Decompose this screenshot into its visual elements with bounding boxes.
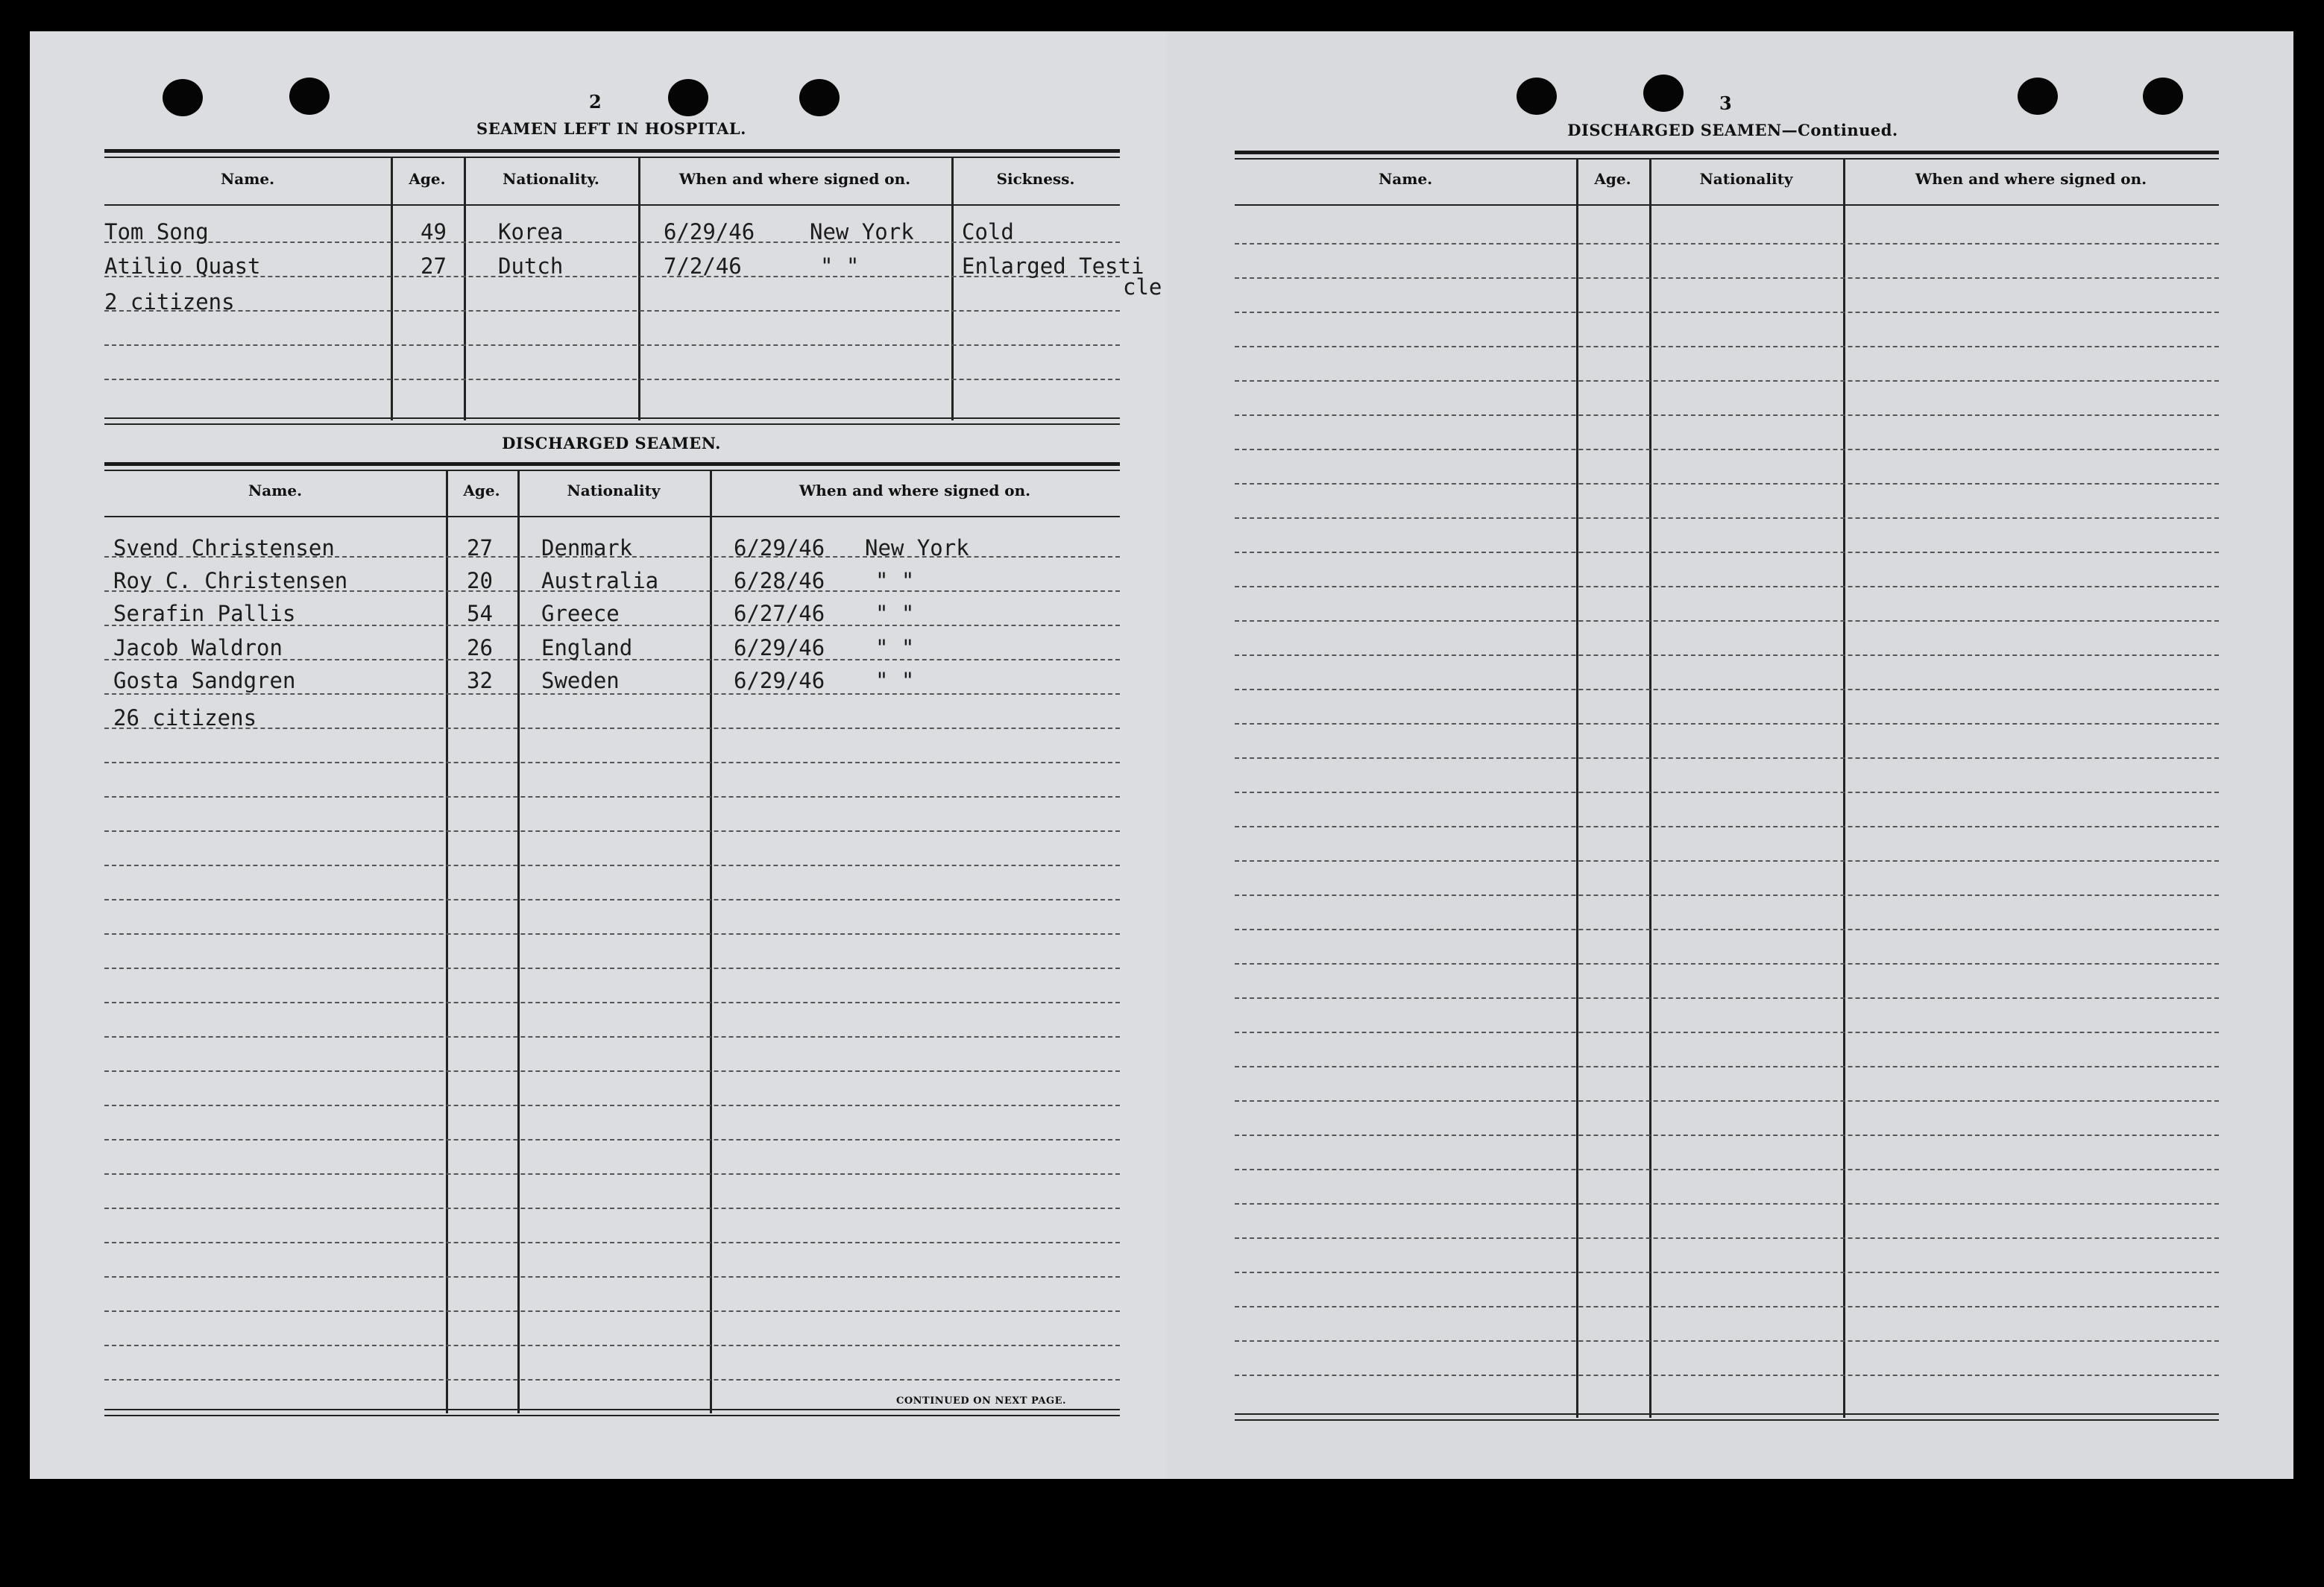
page-number: 2	[589, 91, 602, 113]
row-rule	[104, 899, 1120, 900]
table-rule	[1235, 1419, 2219, 1421]
discharged-age: 27	[467, 535, 493, 561]
row-rule	[104, 968, 1120, 969]
column-header-age: Age.	[463, 482, 500, 499]
column-header-signed-on: When and where signed on.	[799, 482, 1031, 499]
row-rule	[1235, 312, 2219, 313]
row-rule	[104, 1036, 1120, 1038]
hospital-place: New York	[810, 219, 914, 244]
discharged-nationality: Sweden	[541, 668, 620, 693]
table-rule	[104, 157, 1120, 158]
row-rule	[104, 310, 1120, 312]
row-rule	[104, 1276, 1120, 1278]
table-rule	[104, 516, 1120, 517]
row-rule	[1235, 517, 2219, 519]
row-rule	[1235, 654, 2219, 656]
row-rule	[104, 379, 1120, 380]
row-rule	[104, 1070, 1120, 1072]
hospital-name: Atilio Quast	[104, 253, 261, 279]
row-rule	[104, 1139, 1120, 1140]
hospital-nationality: Korea	[498, 219, 564, 244]
column-header-signed-on: When and where signed on.	[678, 170, 911, 188]
discharged-age: 20	[467, 568, 493, 593]
row-rule	[104, 830, 1120, 832]
row-rule	[1235, 997, 2219, 999]
table-rule	[104, 149, 1120, 153]
column-header-signed-on: When and where signed on.	[1915, 170, 2147, 188]
row-rule	[104, 1345, 1120, 1346]
row-rule	[1235, 929, 2219, 930]
row-rule	[1235, 380, 2219, 382]
row-rule	[104, 1242, 1120, 1243]
row-rule	[1235, 1237, 2219, 1239]
row-rule	[1235, 1203, 2219, 1205]
discharged-age: 26	[467, 635, 493, 660]
column-header-nationality: Nationality	[567, 482, 661, 499]
punch-hole	[1643, 75, 1684, 112]
table-rule	[104, 417, 1120, 419]
row-rule	[1235, 723, 2219, 725]
punch-hole	[799, 79, 840, 116]
column-header-age: Age.	[409, 170, 446, 188]
table-rule	[104, 470, 1120, 471]
row-rule	[1235, 277, 2219, 279]
row-rule	[104, 1379, 1120, 1381]
column-header-name: Name.	[1378, 170, 1433, 188]
hospital-nationality: Dutch	[498, 253, 564, 279]
row-rule	[104, 1002, 1120, 1003]
row-rule	[1235, 860, 2219, 862]
column-divider	[446, 470, 448, 1413]
column-divider	[710, 470, 712, 1413]
row-rule	[1235, 414, 2219, 416]
row-rule	[1235, 1306, 2219, 1307]
row-rule	[1235, 243, 2219, 244]
hospital-date: 6/29/46	[664, 219, 755, 244]
table-rule	[104, 204, 1120, 206]
row-rule	[1235, 1272, 2219, 1273]
hospital-age: 27	[421, 253, 447, 279]
column-divider	[464, 157, 466, 420]
column-header-sickness: Sickness.	[996, 170, 1075, 188]
column-divider	[517, 470, 520, 1413]
row-rule	[1235, 689, 2219, 690]
column-header-name: Name.	[220, 170, 275, 188]
row-rule	[1235, 620, 2219, 622]
row-rule	[104, 865, 1120, 866]
discharged-continued-title: DISCHARGED SEAMEN—Continued.	[1567, 121, 1898, 139]
column-header-name: Name.	[248, 482, 303, 499]
hospital-date: 7/2/46	[664, 253, 742, 279]
table-rule	[104, 462, 1120, 466]
punch-hole	[1517, 78, 1557, 115]
row-rule	[1235, 895, 2219, 896]
discharged-date: 6/29/46	[734, 535, 825, 561]
hospital-sickness-overflow: cle	[1123, 274, 1162, 300]
discharged-date: 6/29/46	[734, 635, 825, 660]
column-divider	[638, 157, 640, 420]
row-rule	[1235, 1066, 2219, 1067]
punch-hole	[289, 78, 330, 115]
left-page	[30, 31, 1166, 1479]
discharged-place: " "	[875, 568, 915, 593]
discharged-name: Jacob Waldron	[113, 635, 283, 660]
row-rule	[1235, 1375, 2219, 1376]
hospital-name: 2 citizens	[104, 289, 235, 315]
discharged-place: " "	[875, 668, 915, 693]
discharged-nationality: Australia	[541, 568, 659, 593]
row-rule	[1235, 792, 2219, 793]
discharged-date: 6/28/46	[734, 568, 825, 593]
row-rule	[1235, 449, 2219, 450]
hospital-section-title: SEAMEN LEFT IN HOSPITAL.	[476, 119, 746, 138]
table-rule	[1235, 151, 2219, 154]
row-rule	[1235, 757, 2219, 759]
punch-hole	[163, 79, 203, 116]
discharged-section-title: DISCHARGED SEAMEN.	[502, 434, 721, 452]
punch-hole	[668, 79, 708, 116]
row-rule	[1235, 1340, 2219, 1342]
row-rule	[104, 1310, 1120, 1312]
row-rule	[104, 728, 1120, 729]
row-rule	[104, 933, 1120, 935]
row-rule	[104, 796, 1120, 798]
hospital-sickness: Enlarged Testi	[962, 253, 1144, 279]
discharged-name: Serafin Pallis	[113, 601, 296, 626]
hospital-name: Tom Song	[104, 219, 209, 244]
discharged-date: 6/29/46	[734, 668, 825, 693]
hospital-sickness: Cold	[962, 219, 1014, 244]
discharged-name: 26 citizens	[113, 705, 257, 731]
row-rule	[104, 1208, 1120, 1209]
column-header-nationality: Nationality.	[503, 170, 599, 188]
row-rule	[1235, 826, 2219, 827]
discharged-name: Roy C. Christensen	[113, 568, 348, 593]
punch-hole	[2143, 78, 2183, 115]
row-rule	[104, 1105, 1120, 1106]
column-divider	[951, 157, 954, 420]
discharged-name: Gosta Sandgren	[113, 668, 296, 693]
row-rule	[104, 762, 1120, 763]
column-header-age: Age.	[1594, 170, 1631, 188]
discharged-nationality: Greece	[541, 601, 620, 626]
column-divider	[391, 157, 393, 420]
row-rule	[104, 693, 1120, 695]
row-rule	[1235, 1135, 2219, 1136]
row-rule	[1235, 483, 2219, 485]
discharged-place: " "	[875, 635, 915, 660]
punch-hole	[2018, 78, 2058, 115]
discharged-age: 32	[467, 668, 493, 693]
table-rule	[104, 1415, 1120, 1416]
discharged-nationality: England	[541, 635, 633, 660]
row-rule	[1235, 963, 2219, 965]
discharged-date: 6/27/46	[734, 601, 825, 626]
table-rule	[1235, 158, 2219, 160]
right-page	[1166, 31, 2293, 1479]
row-rule	[1235, 1169, 2219, 1170]
discharged-age: 54	[467, 601, 493, 626]
table-rule	[1235, 204, 2219, 206]
page-number: 3	[1719, 92, 1732, 114]
row-rule	[1235, 346, 2219, 347]
discharged-place: " "	[875, 601, 915, 626]
table-rule	[104, 423, 1120, 425]
hospital-place: " "	[820, 253, 860, 279]
discharged-nationality: Denmark	[541, 535, 633, 561]
table-rule	[1235, 1413, 2219, 1415]
row-rule	[1235, 1100, 2219, 1102]
row-rule	[1235, 552, 2219, 553]
row-rule	[1235, 586, 2219, 587]
table-rule	[104, 1409, 1120, 1410]
discharged-name: Svend Christensen	[113, 535, 335, 561]
row-rule	[1235, 1032, 2219, 1033]
column-header-nationality: Nationality	[1699, 170, 1793, 188]
discharged-place: New York	[865, 535, 969, 561]
hospital-age: 49	[421, 219, 447, 244]
row-rule	[104, 344, 1120, 346]
continued-note: CONTINUED ON NEXT PAGE.	[896, 1395, 1066, 1407]
row-rule	[104, 1173, 1120, 1175]
